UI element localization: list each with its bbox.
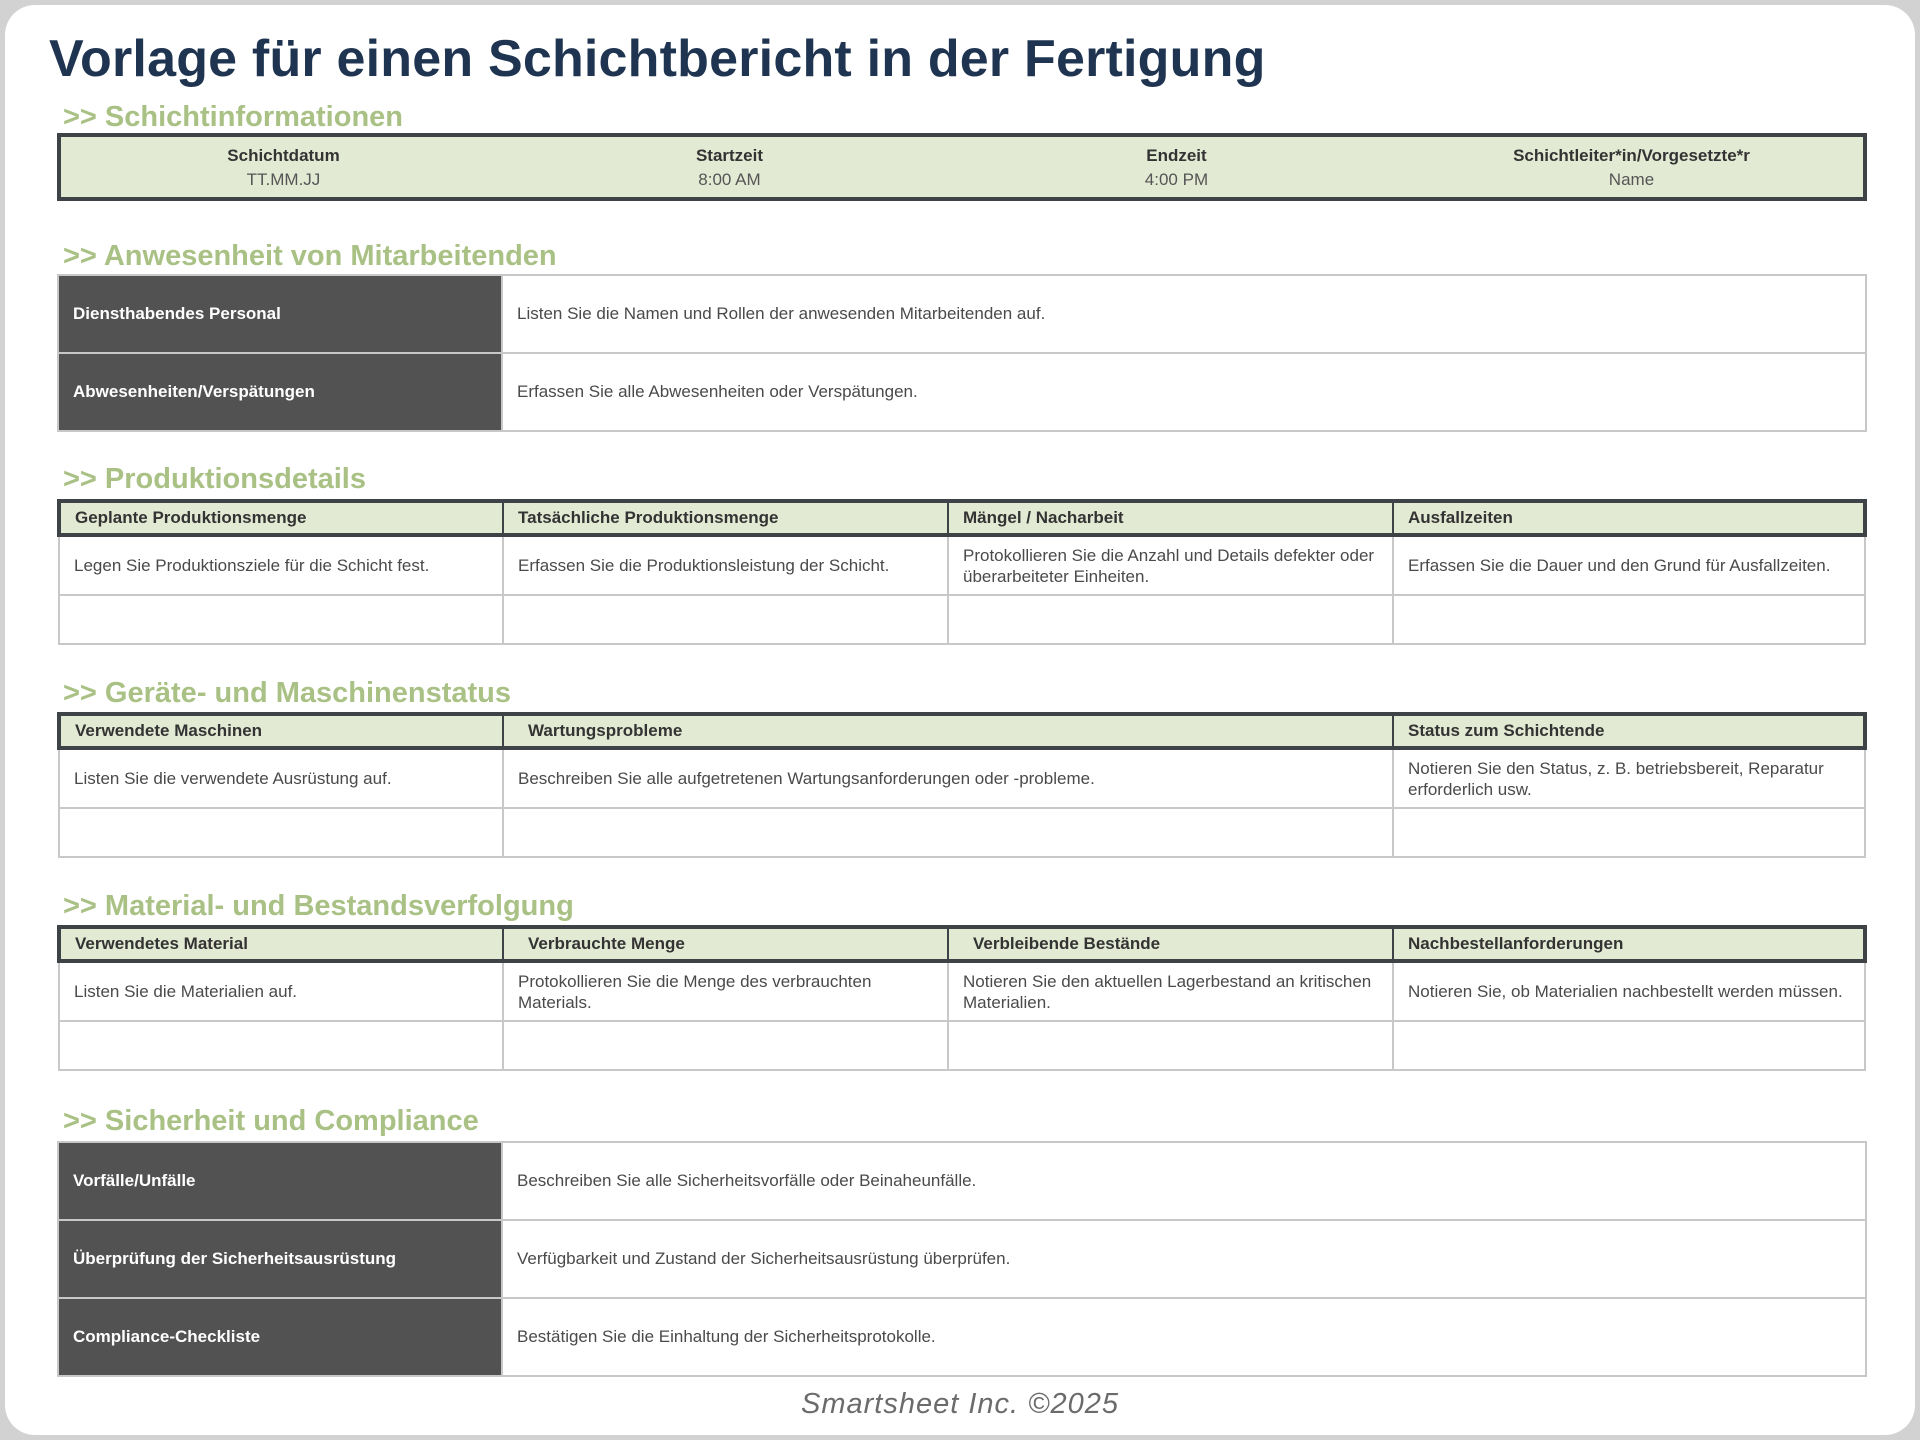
table-cell[interactable]: Protokollieren Sie die Menge des verbrauchten Materials. bbox=[503, 961, 948, 1021]
table-row bbox=[59, 535, 1865, 595]
equipment-table bbox=[57, 712, 1867, 858]
header-shift-date: Schichtdatum bbox=[227, 146, 340, 165]
table-cell[interactable]: Notieren Sie den Status, z. B. betriebsbereit, Reparatur erforderlich usw. bbox=[1393, 748, 1865, 808]
table-cell[interactable]: Erfassen Sie die Dauer und den Grund für Ausfallzeiten. bbox=[1393, 535, 1865, 595]
section-title-shift-info: >> Schichtinformationen bbox=[63, 101, 403, 133]
header-end-time: Endzeit bbox=[1146, 146, 1207, 165]
section-title-equipment: >> Geräte- und Maschinenstatus bbox=[63, 677, 512, 709]
table-cell[interactable] bbox=[948, 595, 1393, 644]
header-remaining-stock: Verbleibende Bestände bbox=[948, 927, 1393, 961]
table-cell[interactable]: Listen Sie die verwendete Ausrüstung auf. bbox=[59, 748, 503, 808]
row-label: Abwesenheiten/Verspätungen bbox=[58, 353, 502, 431]
supervisor-field[interactable]: Name bbox=[1608, 170, 1655, 189]
table-cell[interactable]: Protokollieren Sie die Anzahl und Details defekter oder überarbeiteter Einheiten. bbox=[948, 535, 1393, 595]
row-label: Diensthabendes Personal bbox=[58, 275, 502, 353]
table-cell[interactable] bbox=[948, 1021, 1393, 1070]
header-end-of-shift-status: Status zum Schichtende bbox=[1393, 714, 1865, 748]
table-row bbox=[58, 1220, 1866, 1298]
row-value[interactable]: Erfassen Sie alle Abwesenheiten oder Verspätungen. bbox=[502, 353, 1866, 431]
section-title-safety: >> Sicherheit und Compliance bbox=[63, 1105, 479, 1137]
table-cell[interactable] bbox=[503, 595, 948, 644]
table-row bbox=[58, 275, 1866, 353]
shift-date-field[interactable]: TT.MM.JJ bbox=[246, 170, 321, 189]
section-title-material: >> Material- und Bestandsverfolgung bbox=[63, 890, 574, 922]
section-title-attendance: >> Anwesenheit von Mitarbeitenden bbox=[63, 240, 557, 272]
row-value[interactable]: Bestätigen Sie die Einhaltung der Sicherheitsprotokolle. bbox=[502, 1298, 1866, 1376]
header-shift-supervisor: Schichtleiter*in/Vorgesetzte*r bbox=[1513, 146, 1750, 165]
table-row bbox=[58, 1142, 1866, 1220]
row-label: Vorfälle/Unfälle bbox=[58, 1142, 502, 1220]
start-time-field[interactable]: 8:00 AM bbox=[698, 170, 761, 189]
table-row bbox=[59, 748, 1865, 808]
table-cell[interactable]: Notieren Sie, ob Materialien nachbestellt werden müssen. bbox=[1393, 961, 1865, 1021]
table-cell[interactable]: Notieren Sie den aktuellen Lagerbestand an kritischen Materialien. bbox=[948, 961, 1393, 1021]
table-cell[interactable] bbox=[1393, 808, 1865, 857]
table-row bbox=[58, 353, 1866, 431]
header-quantity-consumed: Verbrauchte Menge bbox=[503, 927, 948, 961]
table-cell[interactable] bbox=[503, 808, 1393, 857]
section-title-production: >> Produktionsdetails bbox=[63, 463, 366, 495]
material-table bbox=[57, 925, 1867, 1071]
table-row bbox=[58, 1298, 1866, 1376]
row-value[interactable]: Listen Sie die Namen und Rollen der anwesenden Mitarbeitenden auf. bbox=[502, 275, 1866, 353]
header-planned-quantity: Geplante Produktionsmenge bbox=[59, 501, 503, 535]
table-cell[interactable] bbox=[1393, 595, 1865, 644]
header-machines-used: Verwendete Maschinen bbox=[59, 714, 503, 748]
row-label: Compliance-Checkliste bbox=[58, 1298, 502, 1376]
table-row bbox=[59, 595, 1865, 644]
document-title: Vorlage für einen Schichtbericht in der Fertigung bbox=[49, 30, 1266, 88]
row-value[interactable]: Verfügbarkeit und Zustand der Sicherheitsausrüstung überprüfen. bbox=[502, 1220, 1866, 1298]
production-table bbox=[57, 499, 1867, 645]
table-cell[interactable]: Legen Sie Produktionsziele für die Schicht fest. bbox=[59, 535, 503, 595]
table-cell[interactable] bbox=[59, 808, 503, 857]
footer-copyright: Smartsheet Inc. ©2025 bbox=[800, 1388, 1120, 1420]
header-actual-quantity: Tatsächliche Produktionsmenge bbox=[503, 501, 948, 535]
table-cell[interactable] bbox=[59, 595, 503, 644]
table-row bbox=[59, 961, 1865, 1021]
attendance-table bbox=[57, 274, 1867, 432]
end-time-field[interactable]: 4:00 PM bbox=[1144, 170, 1209, 189]
safety-table bbox=[57, 1141, 1867, 1377]
header-material-used: Verwendetes Material bbox=[59, 927, 503, 961]
table-cell[interactable] bbox=[59, 1021, 503, 1070]
header-start-time: Startzeit bbox=[695, 146, 764, 165]
table-cell[interactable]: Erfassen Sie die Produktionsleistung der Schicht. bbox=[503, 535, 948, 595]
table-row bbox=[59, 1021, 1865, 1070]
row-value[interactable]: Beschreiben Sie alle Sicherheitsvorfälle oder Beinaheunfälle. bbox=[502, 1142, 1866, 1220]
header-reorder-requests: Nachbestellanforderungen bbox=[1393, 927, 1865, 961]
table-cell[interactable] bbox=[503, 1021, 948, 1070]
header-downtime: Ausfallzeiten bbox=[1393, 501, 1865, 535]
shift-info-table bbox=[57, 133, 1867, 201]
header-defects-rework: Mängel / Nacharbeit bbox=[948, 501, 1393, 535]
document-page bbox=[5, 5, 1915, 1435]
table-row bbox=[59, 808, 1865, 857]
header-maintenance-issues: Wartungsprobleme bbox=[503, 714, 1393, 748]
table-cell[interactable] bbox=[1393, 1021, 1865, 1070]
table-cell[interactable]: Listen Sie die Materialien auf. bbox=[59, 961, 503, 1021]
row-label: Überprüfung der Sicherheitsausrüstung bbox=[58, 1220, 502, 1298]
table-cell[interactable]: Beschreiben Sie alle aufgetretenen Wartungsanforderungen oder -probleme. bbox=[503, 748, 1393, 808]
